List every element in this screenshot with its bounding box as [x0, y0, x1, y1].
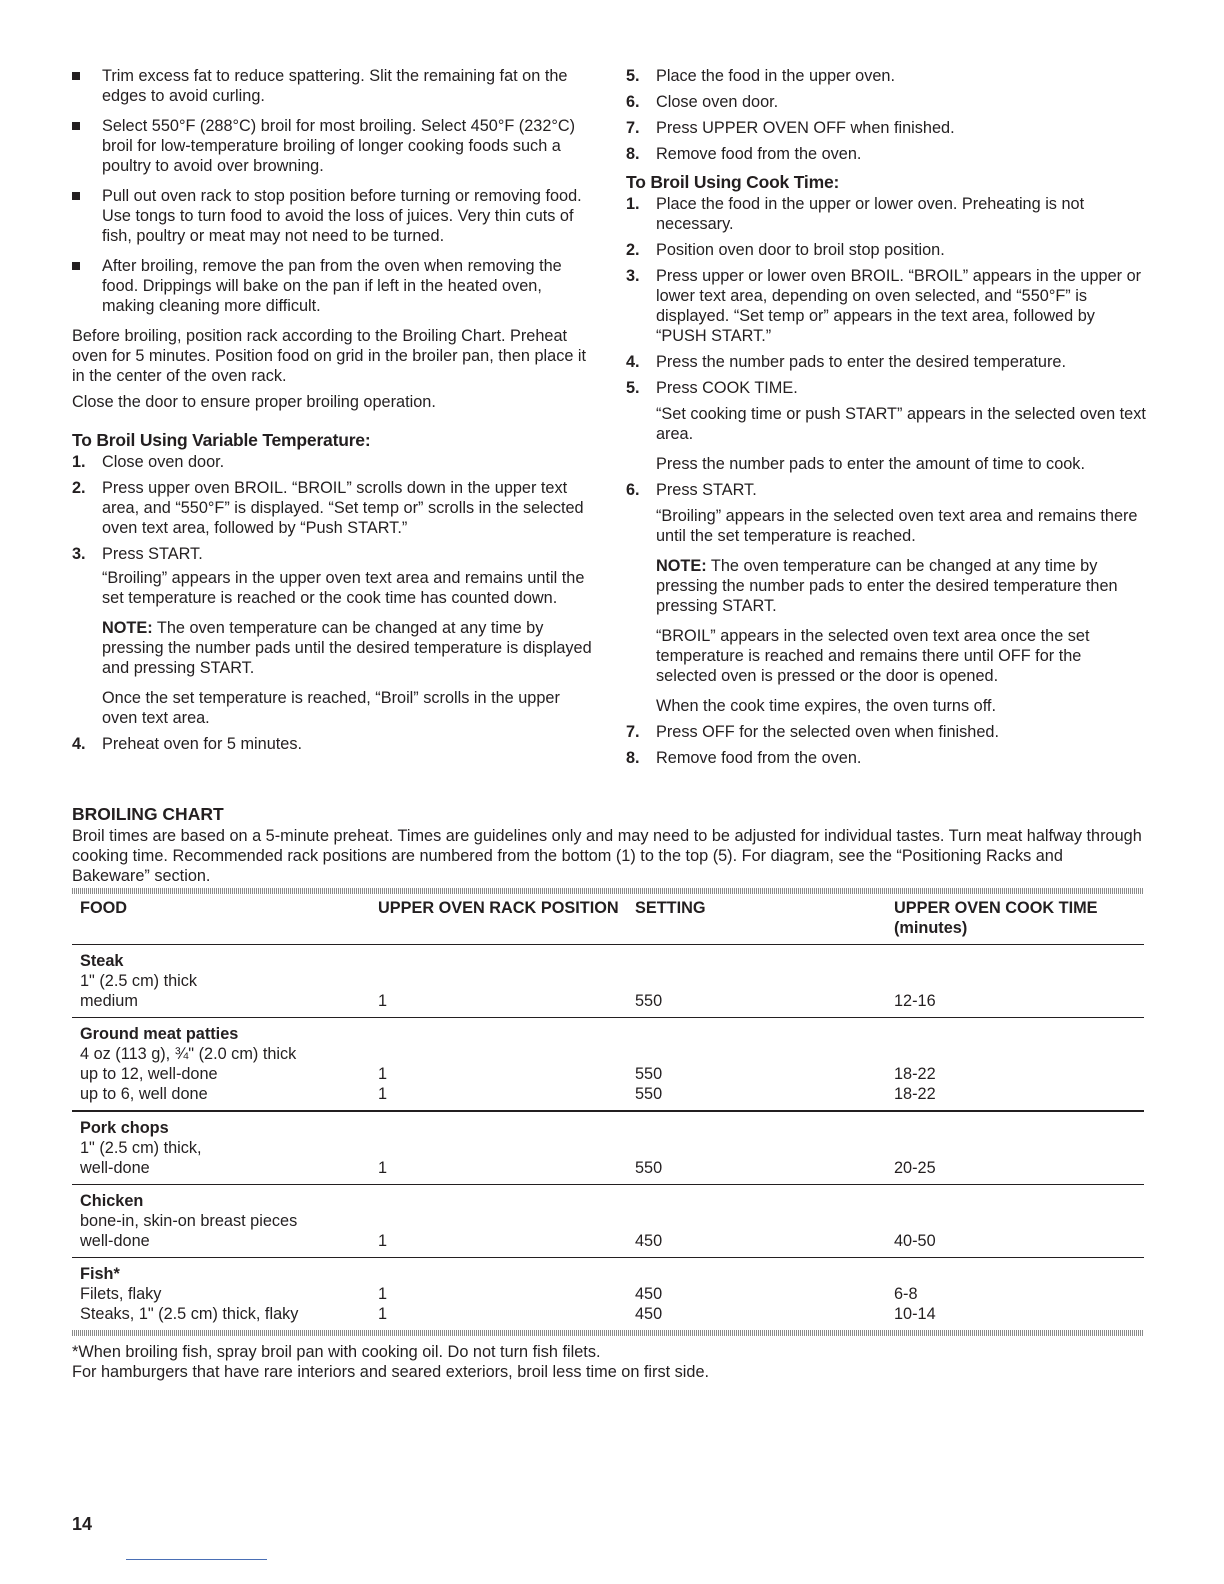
- food-description: 1" (2.5 cm) thick medium: [80, 972, 198, 1010]
- cook-time-cell: 40-50: [894, 1232, 936, 1250]
- step-item: 7. Press OFF for the selected oven when finished.: [626, 723, 999, 741]
- broiling-chart-table: [72, 894, 1144, 1330]
- food-name: Steak: [80, 952, 124, 970]
- food-cell: [72, 1258, 370, 1331]
- rack-position-cell: 1: [378, 1232, 388, 1250]
- cook-time-heading: To Broil Using Cook Time:: [626, 172, 840, 192]
- column-header-setting: SETTING: [627, 894, 886, 945]
- step-detail: Press the number pads to enter the amount of time to cook.: [656, 455, 1085, 473]
- step-detail: “Broiling” appears in the upper oven text area and remains until the set temperature is reached or the cook time has counted down.: [102, 569, 585, 607]
- rack-position-cell: 1 1: [378, 1065, 388, 1103]
- food-description: bone-in, skin-on breast pieces well-done: [80, 1212, 298, 1250]
- tip-item: Select 550°F (288°C) broil for most broiling. Select 450°F (232°C) broil for low-temperature broiling of longer cooking foods such a poultry to avoid over browning.: [72, 116, 594, 176]
- footnote-fish: *When broiling fish, spray broil pan with cooking oil. Do not turn fish filets.: [72, 1343, 601, 1361]
- rack-position-cell: 1: [378, 992, 388, 1010]
- table-bottom-rule: [72, 1330, 1144, 1336]
- broiling-chart-heading: BROILING CHART: [72, 804, 224, 824]
- broiling-tips-list: [72, 66, 594, 316]
- table-header-row: [72, 894, 1144, 945]
- step-item: 7. Press UPPER OVEN OFF when finished.: [626, 119, 955, 137]
- setting-cell: 450: [635, 1232, 663, 1250]
- bullet-square-icon: [72, 122, 80, 130]
- step-detail: “BROIL” appears in the selected oven text area once the set temperature is reached and remains there until OFF for the selected oven is pressed or the door is opened.: [656, 627, 1090, 685]
- food-name: Chicken: [80, 1192, 144, 1210]
- table-row: [72, 1185, 1144, 1258]
- bullet-square-icon: [72, 72, 80, 80]
- food-name: Pork chops: [80, 1119, 169, 1137]
- variable-temperature-heading: To Broil Using Variable Temperature:: [72, 430, 371, 450]
- food-description: 1" (2.5 cm) thick, well-done: [80, 1139, 202, 1177]
- food-cell: [72, 945, 370, 1018]
- step-item: 2. Position oven door to broil stop position.: [626, 241, 945, 259]
- food-cell: [72, 1111, 370, 1185]
- step-item: 8. Remove food from the oven.: [626, 145, 862, 163]
- tip-item: After broiling, remove the pan from the oven when removing the food. Drippings will bake on the pan if left in the heated oven, making cleaning more difficult.: [72, 256, 594, 316]
- rack-position-cell: 1 1: [378, 1285, 388, 1323]
- right-column: [626, 66, 1146, 774]
- step-item: 2. Press upper oven BROIL. “BROIL” scrolls down in the upper text area, and “550°F” is displayed. “Set temp or” scrolls in the selected oven text area, followed by “Push START.”: [72, 479, 584, 537]
- step-detail: “Set cooking time or push START” appears in the selected oven text area.: [656, 405, 1146, 443]
- variable-temperature-steps: [72, 452, 594, 754]
- step-item: 4. Press the number pads to enter the desired temperature.: [626, 353, 1066, 371]
- column-header-food: FOOD: [72, 894, 370, 945]
- step-note: NOTE: The oven temperature can be changed at any time by pressing the number pads to enter the desired temperature then pressing START.: [656, 557, 1118, 615]
- food-description: 4 oz (113 g), ¾" (2.0 cm) thick up to 12, well-done up to 6, well done: [80, 1045, 297, 1103]
- cook-time-cell: 12-16: [894, 992, 936, 1010]
- step-item: 6. Close oven door.: [626, 93, 779, 111]
- cook-time-cell: 20-25: [894, 1159, 936, 1177]
- cook-time-cell: 18-22 18-22: [894, 1065, 936, 1103]
- rack-position-cell: 1: [378, 1159, 388, 1177]
- step-detail: “Broiling” appears in the selected oven text area and remains there until the set temperature is reached.: [656, 507, 1138, 545]
- step-item: 5. Press COOK TIME. “Set cooking time or push START” appears in the selected oven text area. Press the number pads to enter the amount of time to cook.: [626, 379, 1146, 473]
- close-door-paragraph: Close the door to ensure proper broiling operation.: [72, 393, 436, 411]
- step-item: 6. Press START. “Broiling” appears in the selected oven text area and remains there until the set temperature is reached. NOTE: The oven temperature can be changed at any time by pressing the number pads to enter the desired temperature then pressing START. “BROIL” appears in the selected oven text area once the set temperature is reached and remains there until OFF for the selected oven is pressed or the door is opened. When the cook time expires, the oven turns off.: [626, 480, 1146, 716]
- upper-oven-steps-continued: [626, 66, 1146, 164]
- footer-rule: [126, 1559, 267, 1560]
- step-note: NOTE: The oven temperature can be changed at any time by pressing the number pads until the desired temperature is displayed and pressing START.: [102, 619, 592, 677]
- food-description: Filets, flaky Steaks, 1" (2.5 cm) thick, flaky: [80, 1285, 299, 1323]
- column-header-rack-position: UPPER OVEN RACK POSITION: [370, 894, 627, 945]
- table-row: [72, 1018, 1144, 1112]
- food-name: Fish*: [80, 1265, 120, 1283]
- step-item: 3. Press START. “Broiling” appears in the upper oven text area and remains until the set temperature is reached or the cook time has counted down. NOTE: The oven temperature can be changed at any time by pressing the number pads until the desired temperature is displayed and pressing START. Once the set temperature is reached, “Broil” scrolls in the upper oven text area.: [72, 544, 594, 728]
- setting-cell: 550 550: [635, 1065, 663, 1103]
- chart-footnotes: [72, 1342, 1144, 1382]
- step-item: 8. Remove food from the oven.: [626, 749, 862, 767]
- tip-item: Trim excess fat to reduce spattering. Slit the remaining fat on the edges to avoid curling.: [72, 66, 594, 106]
- setting-cell: 550: [635, 992, 663, 1010]
- table-row: [72, 1258, 1144, 1331]
- table-row: [72, 945, 1144, 1018]
- broiling-chart-section: [72, 804, 1144, 1382]
- cook-time-steps: [626, 194, 1146, 768]
- food-cell: [72, 1185, 370, 1258]
- rack-position-paragraph: Before broiling, position rack according to the Broiling Chart. Preheat oven for 5 minutes. Position food on grid in the broiler pan, then place it in the center of the oven rack.: [72, 327, 587, 385]
- cook-time-cell: 6-8 10-14: [894, 1285, 936, 1323]
- step-detail: When the cook time expires, the oven turns off.: [656, 697, 996, 715]
- table-row: [72, 1111, 1144, 1185]
- step-item: 4. Preheat oven for 5 minutes.: [72, 735, 303, 753]
- step-item: 5. Place the food in the upper oven.: [626, 67, 895, 85]
- food-cell: [72, 1018, 370, 1112]
- footnote-hamburgers: For hamburgers that have rare interiors and seared exteriors, broil less time on first side.: [72, 1363, 710, 1381]
- page-number: 14: [72, 1514, 93, 1534]
- step-detail: Once the set temperature is reached, “Broil” scrolls in the upper oven text area.: [102, 689, 560, 727]
- food-name: Ground meat patties: [80, 1025, 239, 1043]
- step-item: 3. Press upper or lower oven BROIL. “BROIL” appears in the upper or lower text area, depending on oven selected, and “550°F” is displayed. “Set temp or” appears in the text area, followed by “PUSH START.”: [626, 267, 1142, 345]
- tip-item: Pull out oven rack to stop position before turning or removing food. Use tongs to turn food to avoid the loss of juices. Very thin cuts of fish, poultry or meat may not need to be turned.: [72, 186, 594, 246]
- setting-cell: 550: [635, 1159, 663, 1177]
- step-item: 1. Close oven door.: [72, 453, 225, 471]
- left-column: [72, 66, 594, 760]
- step-item: 1. Place the food in the upper or lower oven. Preheating is not necessary.: [626, 195, 1085, 233]
- column-header-cook-time: UPPER OVEN COOK TIME (minutes): [886, 894, 1144, 945]
- bullet-square-icon: [72, 192, 80, 200]
- setting-cell: 450 450: [635, 1285, 663, 1323]
- broiling-chart-intro: Broil times are based on a 5-minute preheat. Times are guidelines only and may need to be adjusted for individual tastes. Turn meat halfway through cooking time. Recommended rack positions are numbered from the bottom (1) to the top (5). For diagram, see the “Positioning Racks and Bakeware” section.: [72, 827, 1142, 885]
- bullet-square-icon: [72, 262, 80, 270]
